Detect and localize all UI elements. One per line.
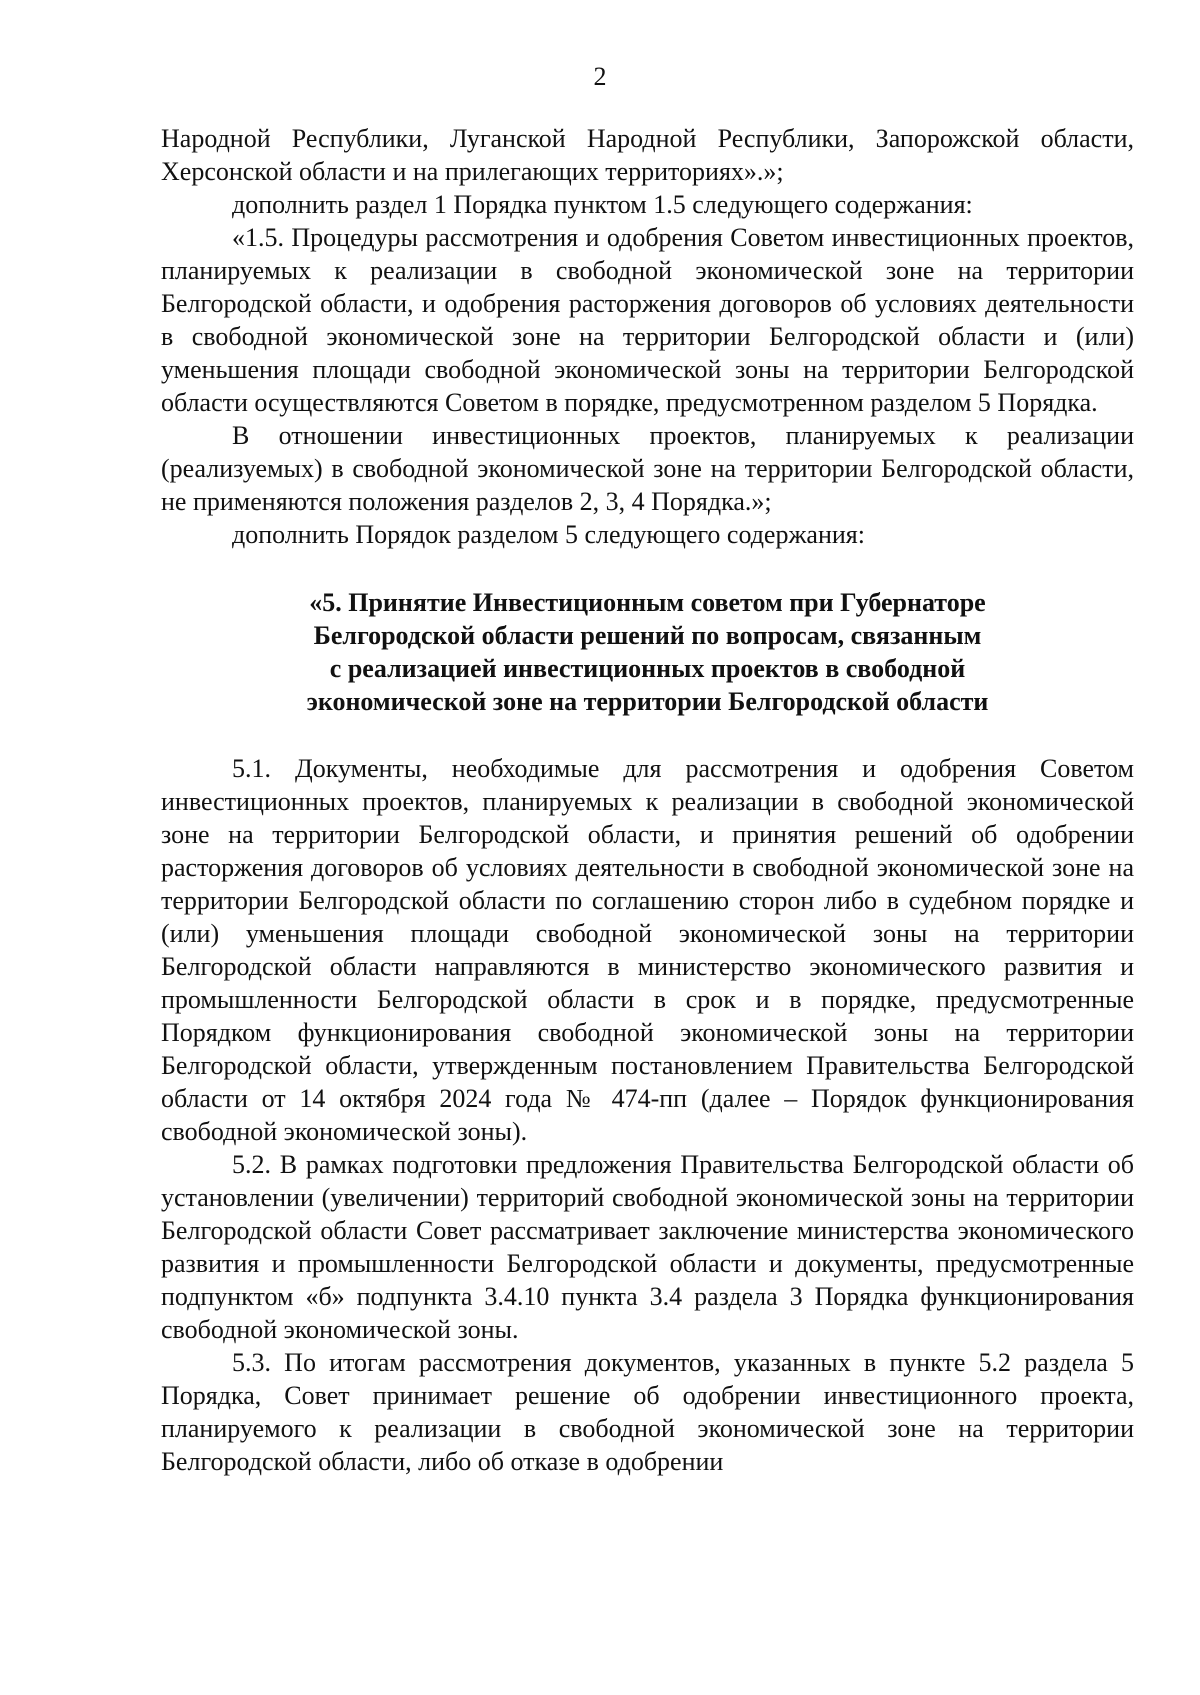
paragraph-amend-section-1: дополнить раздел 1 Порядка пунктом 1.5 следующего содержания: — [232, 190, 973, 219]
paragraph-item-5-2: 5.2. В рамках подготовки предложения Правительства Белгородской области об установлении (увеличении) территорий свободной экономической зоны на территории Белгородской области Совет рассматривает заключение министерства экономического развития и промышленности Белгородской области и документы, предусмотренные подпунктом «б» подпункта 3.4.10 пункта 3.4 раздела 3 Порядка функционирования свободной экономической зоны. — [161, 1150, 1134, 1344]
page-number: 2 — [593, 62, 607, 91]
paragraph-exclusions: В отношении инвестиционных проектов, планируемых к реализации (реализуемых) в свободной экономической зоне на территории Белгородской области, не применяются положения разделов 2, 3, 4 Порядка.»; — [161, 421, 1134, 516]
section-title-line: «5. Принятие Инвестиционным советом при Губернаторе — [309, 588, 986, 617]
paragraph-amend-section-5: дополнить Порядок разделом 5 следующего содержания: — [232, 520, 865, 549]
section-5-title — [161, 586, 1134, 718]
paragraph-continuation: Народной Республики, Луганской Народной Республики, Запорожской области, Херсонской области и на прилегающих территориях».»; — [161, 124, 1134, 186]
document-body — [161, 122, 1134, 1478]
paragraph-item-1-5: «1.5. Процедуры рассмотрения и одобрения Советом инвестиционных проектов, планируемых к реализации в свободной экономической зоне на территории Белгородской области, и одобрения расторжения договоров об условиях деятельности в свободной экономической зоне на территории Белгородской области и (или) уменьшения площади свободной экономической зоны на территории Белгородской области осуществляются Советом в порядке, предусмотренном разделом 5 Порядка. — [161, 223, 1134, 417]
section-title-line: Белгородской области решений по вопросам, связанным — [313, 621, 982, 650]
paragraph-item-5-3: 5.3. По итогам рассмотрения документов, указанных в пункте 5.2 раздела 5 Порядка, Совет принимает решение об одобрении инвестиционного проекта, планируемого к реализации в свободной экономической зоне на территории Белгородской области, либо об отказе в одобрении — [161, 1348, 1134, 1476]
paragraph-item-5-1: 5.1. Документы, необходимые для рассмотрения и одобрения Советом инвестиционных проектов, планируемых к реализации в свободной экономической зоне на территории Белгородской области, и принятия решений об одобрении расторжения договоров об условиях деятельности в свободной экономической зоне на территории Белгородской области по соглашению сторон либо в судебном порядке и (или) уменьшения площади свободной экономической зоны на территории Белгородской области направляются в министерство экономического развития и промышленности Белгородской области в срок и в порядке, предусмотренные Порядком функционирования свободной экономической зоны на территории Белгородской области, утвержденным постановлением Правительства Белгородской области от 14 октября 2024 года № 474-пп (далее – Порядок функционирования свободной экономической зоны). — [161, 754, 1134, 1146]
section-title-line: экономической зоне на территории Белгородской области — [306, 687, 989, 716]
section-title-line: с реализацией инвестиционных проектов в свободной — [329, 654, 966, 683]
